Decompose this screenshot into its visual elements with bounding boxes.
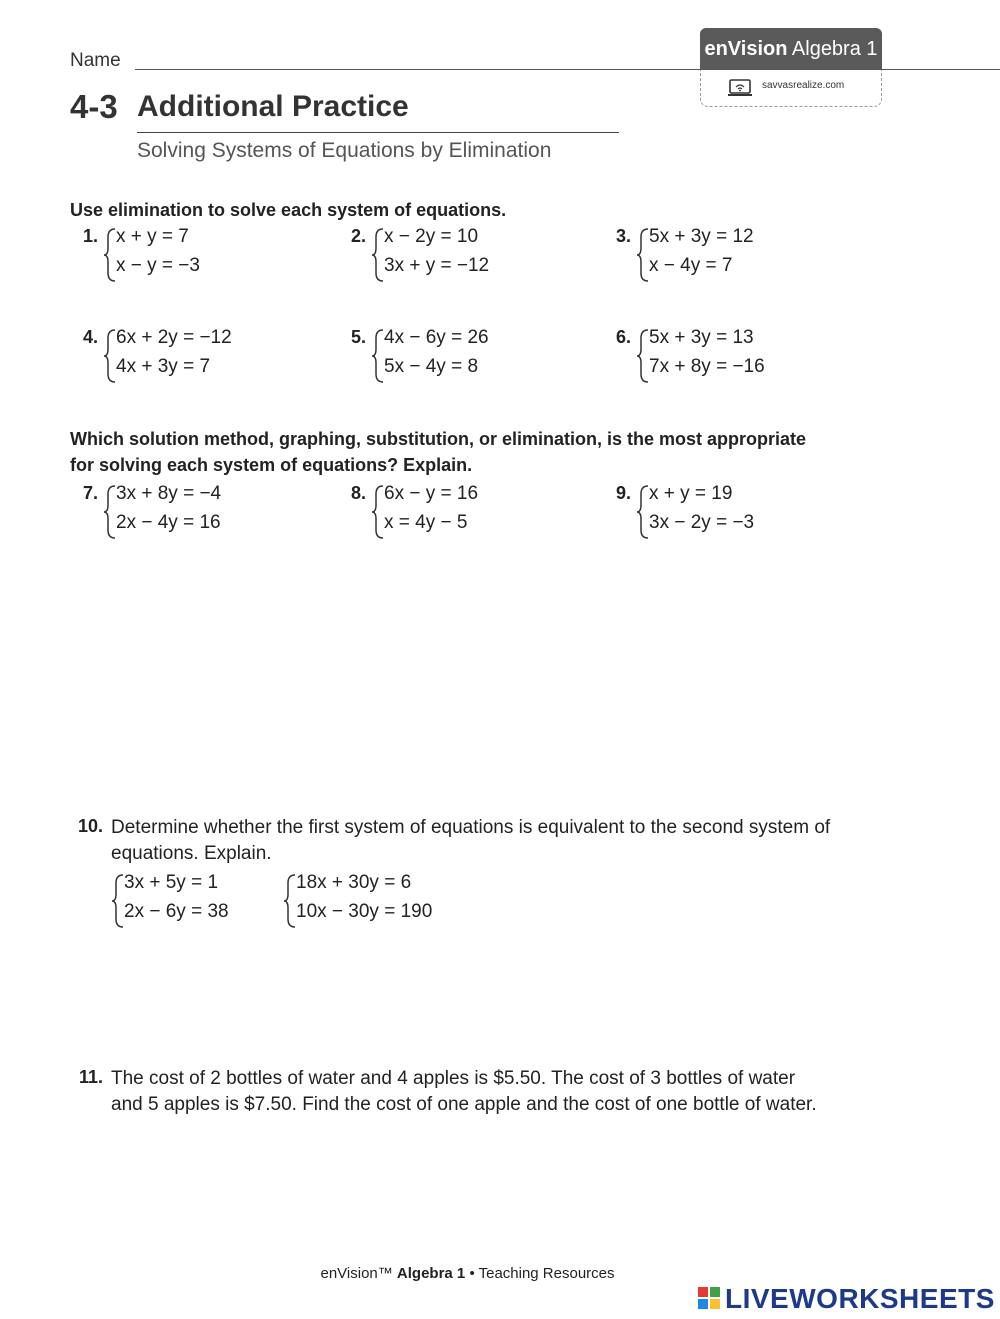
lesson-title: Additional Practice	[137, 90, 409, 123]
problem-number: 9.	[615, 483, 631, 503]
page-footer: enVision™ Algebra 1 • Teaching Resources	[320, 1265, 615, 1282]
problem-number: 5.	[350, 327, 366, 347]
liveworksheets-logo	[698, 1283, 995, 1316]
name-label: Name	[70, 50, 121, 71]
equation: 18x + 30y = 6	[296, 872, 412, 893]
equation: x − 2y = 10	[384, 226, 479, 247]
problem-number: 8.	[350, 483, 366, 503]
problem-number: 11.	[78, 1067, 103, 1087]
equation: x − 4y = 7	[649, 255, 733, 276]
lesson-subtitle: Solving Systems of Equations by Elimination	[137, 139, 552, 162]
equation: 2x − 4y = 16	[116, 512, 221, 533]
equation: 7x + 8y = −16	[649, 356, 765, 377]
equation: 6x − y = 16	[384, 483, 479, 504]
brace-icon	[103, 485, 117, 539]
brace-icon	[371, 228, 385, 282]
equation: x + y = 7	[116, 226, 189, 247]
equation: 5x − 4y = 8	[384, 356, 479, 377]
equation: 3x + y = −12	[384, 255, 490, 276]
brace-icon	[371, 329, 385, 383]
brace-icon	[283, 874, 297, 928]
problem-number: 2.	[350, 226, 366, 246]
problem-number: 6.	[615, 327, 631, 347]
lesson-number: 4-3	[70, 88, 118, 125]
laptop-icon	[727, 78, 753, 103]
section2-instruction: Which solution method, graphing, substitution, or elimination, is the most appropriate for solving each system of equations? Explain.	[70, 429, 807, 475]
brand-title: enVision Algebra 1	[700, 28, 882, 70]
equation: 5x + 3y = 13	[649, 327, 754, 348]
problem-number: 1.	[82, 226, 98, 246]
problem-10-text: Determine whether the first system of equations is equivalent to the second system of equations. Explain.	[111, 817, 831, 864]
liveworksheets-icon	[698, 1283, 722, 1311]
equation: 3x + 5y = 1	[124, 872, 219, 893]
problem-11-text: The cost of 2 bottles of water and 4 apples is $5.50. The cost of 3 bottles of water and 5 apples is $7.50. Find the cost of one apple and the cost of one bottle of water.	[111, 1068, 817, 1115]
brand-box	[700, 28, 882, 108]
equation: 3x − 2y = −3	[649, 512, 755, 533]
problem-number: 3.	[615, 226, 631, 246]
equation: 4x − 6y = 26	[384, 327, 489, 348]
brace-icon	[636, 329, 650, 383]
brace-icon	[103, 329, 117, 383]
equation: x + y = 19	[649, 483, 733, 504]
equation: 2x − 6y = 38	[124, 901, 229, 922]
equation: x = 4y − 5	[384, 512, 468, 533]
liveworksheets-text: LIVEWORKSHEETS	[725, 1283, 995, 1314]
brand-link-box	[700, 70, 882, 107]
equation: 10x − 30y = 190	[296, 901, 433, 922]
equation: 4x + 3y = 7	[116, 356, 211, 377]
brace-icon	[103, 228, 117, 282]
problem-number: 10.	[77, 816, 103, 836]
brace-icon	[636, 228, 650, 282]
brace-icon	[111, 874, 125, 928]
equation: 3x + 8y = −4	[116, 483, 222, 504]
title-rule	[137, 132, 619, 133]
section1-instruction: Use elimination to solve each system of equations.	[70, 200, 507, 220]
equation: 5x + 3y = 12	[649, 226, 754, 247]
brace-icon	[371, 485, 385, 539]
equation: x − y = −3	[116, 255, 200, 276]
problem-number: 4.	[82, 327, 98, 347]
brace-icon	[636, 485, 650, 539]
equation: 6x + 2y = −12	[116, 327, 232, 348]
problem-number: 7.	[82, 483, 98, 503]
brand-url[interactable]: savvasrealize.com	[762, 80, 845, 91]
